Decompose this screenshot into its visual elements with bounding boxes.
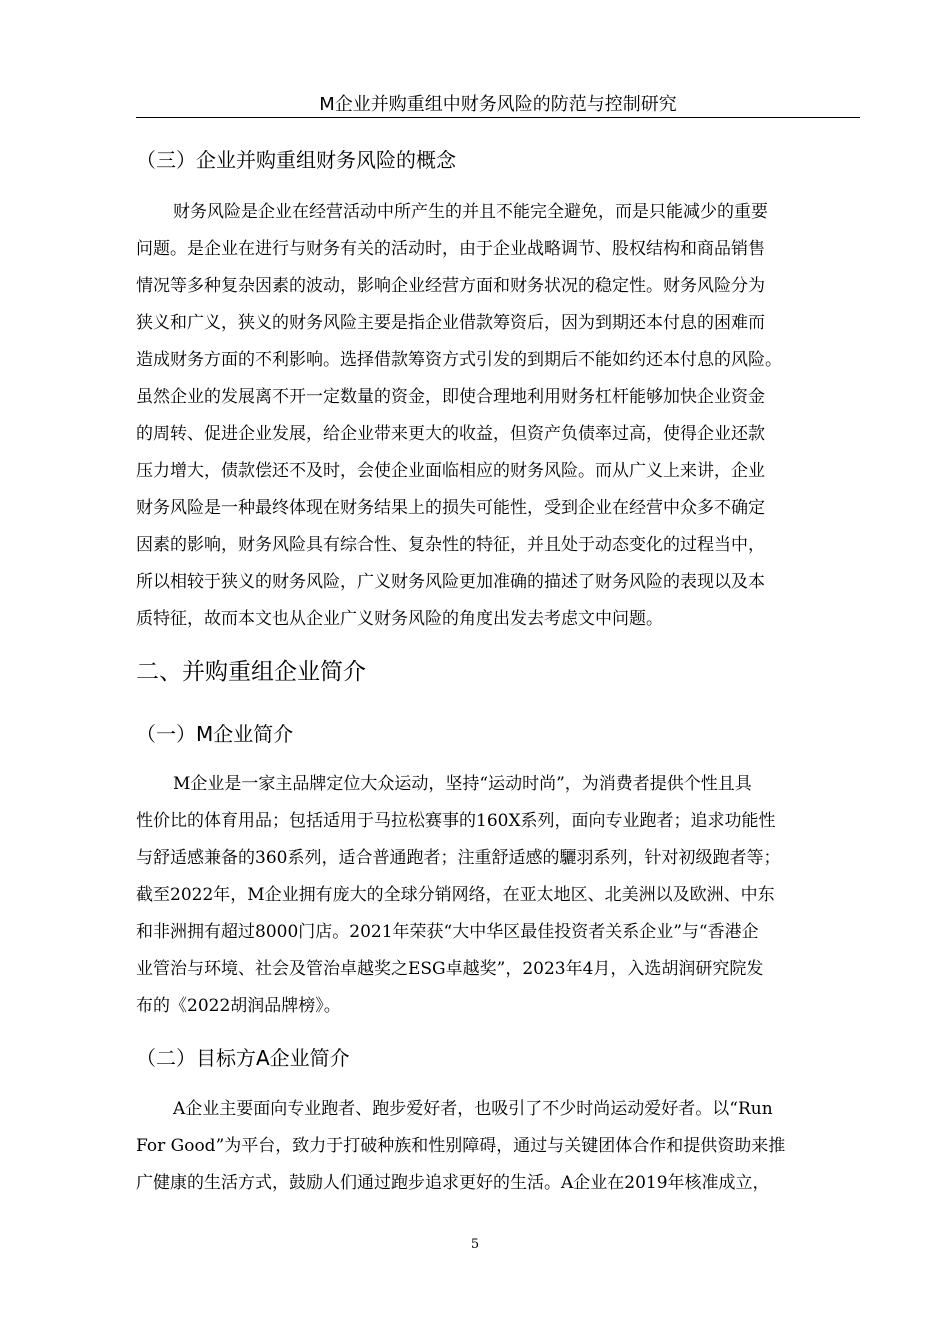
paragraph-line: 狭义和广义，狭义的财务风险主要是指企业借款筹资后，因为到期还本付息的困难而: [136, 313, 765, 333]
paragraph-line: 造成财务方面的不利影响。选择借款筹资方式引发的到期后不能如约还本付息的风险。: [136, 350, 782, 370]
paragraph-line: 财务风险是一种最终体现在财务结果上的损失可能性，受到企业在经营中众多不确定: [136, 498, 765, 518]
paragraph-line: 截至2022年，M企业拥有庞大的全球分销网络，在亚太地区、北美洲以及欧洲、中东: [136, 885, 775, 905]
paragraph-line: 问题。是企业在进行与财务有关的活动时，由于企业战略调节、股权结构和商品销售: [136, 239, 765, 259]
paragraph-line: 业管治与环境、社会及管治卓越奖之ESG卓越奖”，2023年4月，入选胡润研究院发: [136, 959, 764, 979]
chapter-heading-company-intro: 二、并购重组企业简介: [136, 659, 366, 685]
paragraph-line: 因素的影响，财务风险具有综合性、复杂性的特征，并且处于动态变化的过程当中，: [136, 535, 765, 555]
paragraph-line: 性价比的体育用品；包括适用于马拉松赛事的160X系列，面向专业跑者；追求功能性: [136, 811, 776, 831]
paragraph-line: 质特征，故而本文也从企业广义财务风险的角度出发去考虑文中问题。: [136, 609, 663, 629]
paragraph-line: M企业是一家主品牌定位大众运动，坚持“运动时尚”，为消费者提供个性且具: [173, 774, 752, 794]
paragraph-line: 压力增大，债款偿还不及时，会使企业面临相应的财务风险。而从广义上来讲，企业: [136, 461, 765, 481]
section-heading-m-company: （一）M企业简介: [136, 722, 294, 746]
section-heading-concept: （三）企业并购重组财务风险的概念: [136, 148, 456, 172]
paragraph-line: A企业主要面向专业跑者、跑步爱好者，也吸引了不少时尚运动爱好者。以“Run: [173, 1099, 773, 1119]
paragraph-line: 情况等多种复杂因素的波动，影响企业经营方面和财务状况的稳定性。财务风险分为: [136, 276, 765, 296]
paragraph-line: 布的《2022胡润品牌榜》。: [136, 996, 341, 1016]
paragraph-line: 虽然企业的发展离不开一定数量的资金，即使合理地利用财务杠杆能够加快企业资金: [136, 387, 765, 407]
section-heading-a-company: （二）目标方A企业简介: [136, 1046, 350, 1070]
page-number: 5: [470, 1237, 480, 1252]
paragraph-line: 和非洲拥有超过8000门店。2021年荣获“大中华区最佳投资者关系企业”与“香港企: [136, 922, 759, 942]
paragraph-line: 的周转、促进企业发展，给企业带来更大的收益，但资产负债率过高，使得企业还款: [136, 424, 765, 444]
paragraph-line: 与舒适感兼备的360系列，适合普通跑者；注重舒适感的驪羽系列，针对初级跑者等；: [136, 848, 781, 868]
paragraph-line: 财务风险是企业在经营活动中所产生的并且不能完全避免，而是只能减少的重要: [173, 202, 768, 222]
paragraph-a-company: [136, 1091, 860, 1202]
running-header-title: M企业并购重组中财务风险的防范与控制研究: [319, 94, 677, 115]
paragraph-line: 所以相较于狭义的财务风险，广义财务风险更加准确的描述了财务风险的表现以及本: [136, 572, 765, 592]
paragraph-line: 广健康的生活方式，鼓励人们通过跑步追求更好的生活。A企业在2019年核准成立，: [136, 1173, 770, 1193]
paragraph-m-company: [136, 766, 860, 1025]
paragraph-concept: [136, 194, 860, 638]
header-divider: [136, 117, 860, 118]
paragraph-line: For Good”为平台，致力于打破种族和性别障碍，通过与关键团体合作和提供资助来推: [136, 1136, 786, 1156]
